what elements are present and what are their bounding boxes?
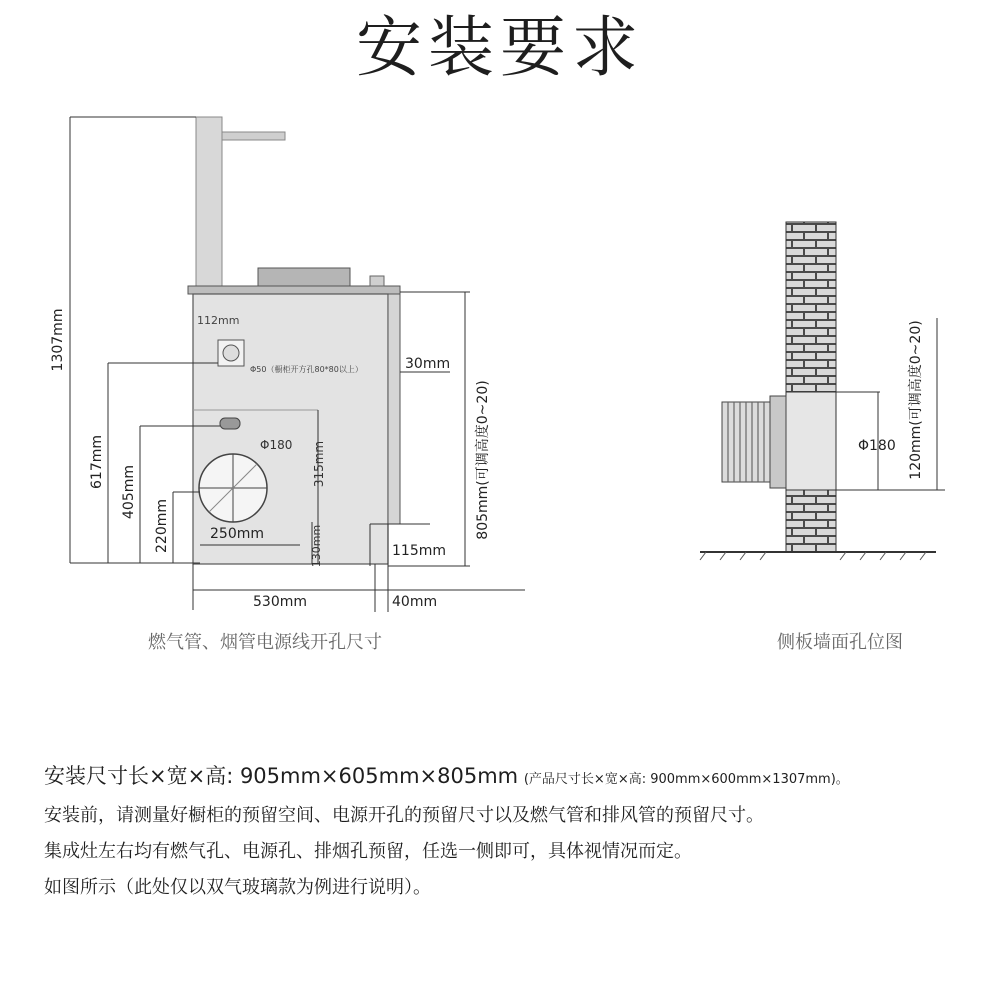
cabinet-body [193,294,388,564]
dim-40: 40mm [392,594,438,610]
dim-115: 115mm [392,543,446,559]
cabinet-side [388,294,400,524]
cabinet-diagram [0,100,560,620]
note-line-3: 集成灶左右均有燃气孔、电源孔、排烟孔预留，任选一侧即可，具体视情况而定。 [44,841,692,862]
page-title: 安装要求 [356,9,644,86]
wall-height-label: 120mm(可调高度0~20) [908,320,924,480]
note-line-4: 如图所示（此处仅以双气玻璃款为例进行说明）。 [44,877,431,898]
dim-phi180: Φ180 [260,438,293,452]
note-line-2: 安装前，请测量好橱柜的预留空间、电源开孔的预留尺寸以及燃气管和排风管的预留尺寸。 [44,805,764,826]
dim-405: 405mm [121,465,137,519]
install-size: 安装尺寸长×宽×高: 905mm×605mm×805mm [44,764,519,788]
wall-phi180: Φ180 [858,438,896,454]
dim-phi50: Φ50（橱柜开方孔80*80以上） [250,365,363,374]
dim-530: 530mm [253,594,307,610]
dim-112: 112mm [197,314,240,327]
dim-220: 220mm [154,499,170,553]
right-diagram-caption: 侧板墙面孔位图 [777,632,903,653]
wall-diagram [690,210,960,570]
dim-30: 30mm [405,356,451,372]
knob [370,276,384,286]
product-size: (产品尺寸长×宽×高: 900mm×600mm×1307mm)。 [523,772,849,787]
wall-opening [786,392,836,490]
dim-805: 805mm(可调高度0~20) [475,380,491,540]
gas-hole [220,418,240,429]
cooktop [188,286,400,294]
burner [258,268,350,286]
install-notes [44,758,849,906]
dim-130: 130mm [310,524,323,568]
left-diagram-caption: 燃气管、烟管电源线开孔尺寸 [148,632,382,653]
exhaust-duct [722,396,786,488]
brick-wall [786,222,836,552]
dim-total-height: 1307mm [50,308,66,372]
hood-pipe [196,117,222,289]
dim-617: 617mm [89,435,105,489]
dim-250: 250mm [210,526,264,542]
dim-315: 315mm [312,440,326,488]
note-line-1 [44,758,849,798]
